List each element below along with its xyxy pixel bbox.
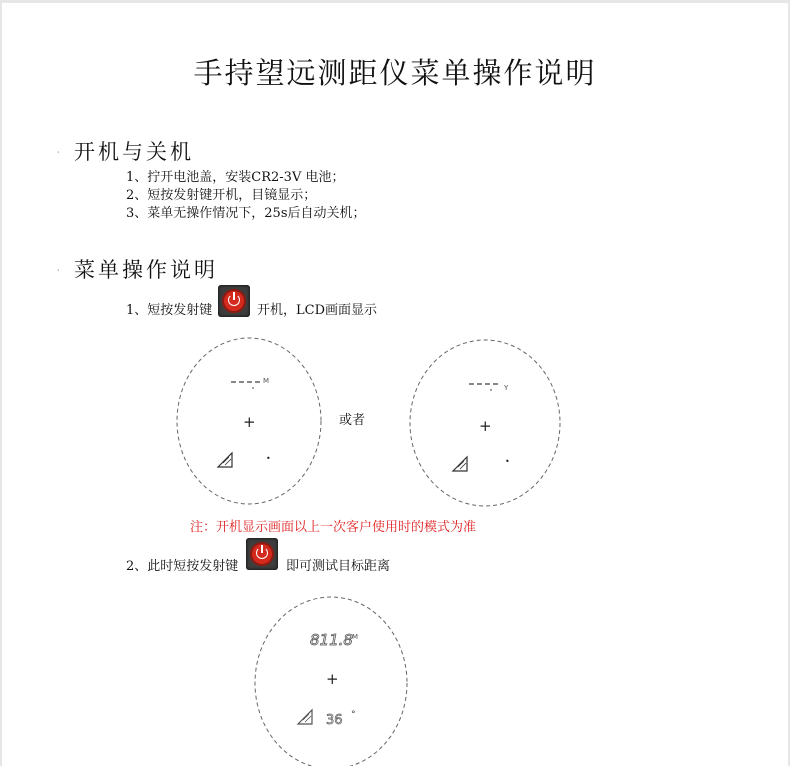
section-heading-power	[56, 136, 194, 166]
power-button-icon	[246, 538, 278, 570]
list-item: 3、菜单无操作情况下，25s后自动关机；	[126, 206, 366, 221]
crosshair-icon: +	[243, 413, 256, 431]
dot-indicator: •	[505, 457, 510, 466]
section-heading-text: 开机与关机	[74, 140, 194, 164]
dot-indicator: •	[266, 454, 271, 463]
angle-readout: 36	[326, 713, 343, 728]
list-item: 2、短按发射键开机，目镜显示；	[126, 188, 317, 203]
list-item: 1、拧开电池盖，安装CR2-3V 电池；	[126, 170, 345, 185]
or-text: 或者	[339, 413, 366, 428]
angle-unit: °	[351, 710, 356, 720]
lcd-display-meters	[174, 335, 324, 507]
lcd-display-measurement	[252, 593, 412, 766]
unit-label: M	[263, 377, 270, 385]
page-title: 手持望远测距仪菜单操作说明	[193, 56, 597, 90]
distance-placeholder	[469, 383, 498, 391]
lcd-display-yards	[407, 337, 563, 509]
bullet: ·	[56, 145, 64, 161]
unit-label: Y	[504, 384, 509, 392]
distance-readout: 811.8	[310, 631, 353, 649]
note-text: 注：开机显示画面以上一次客户使用时的模式为准	[190, 520, 477, 535]
step2-text: 2、此时短按发射键	[126, 559, 239, 574]
step1-text-after: 开机，LCD画面显示	[257, 303, 378, 318]
unit-label: M	[352, 633, 359, 641]
angle-icon	[298, 710, 312, 724]
step1-text: 1、短按发射键	[126, 303, 213, 318]
angle-icon	[453, 457, 467, 471]
distance-placeholder	[231, 381, 260, 389]
crosshair-icon: +	[479, 417, 492, 435]
power-button-icon	[218, 285, 250, 317]
crosshair-icon: +	[326, 670, 339, 688]
section-heading-text: 菜单操作说明	[74, 258, 218, 282]
step2-text-after: 即可测试目标距离	[286, 559, 391, 574]
angle-icon	[218, 453, 232, 467]
document-page	[2, 3, 788, 766]
bullet: ·	[56, 263, 64, 279]
section-heading-menu	[56, 254, 218, 284]
